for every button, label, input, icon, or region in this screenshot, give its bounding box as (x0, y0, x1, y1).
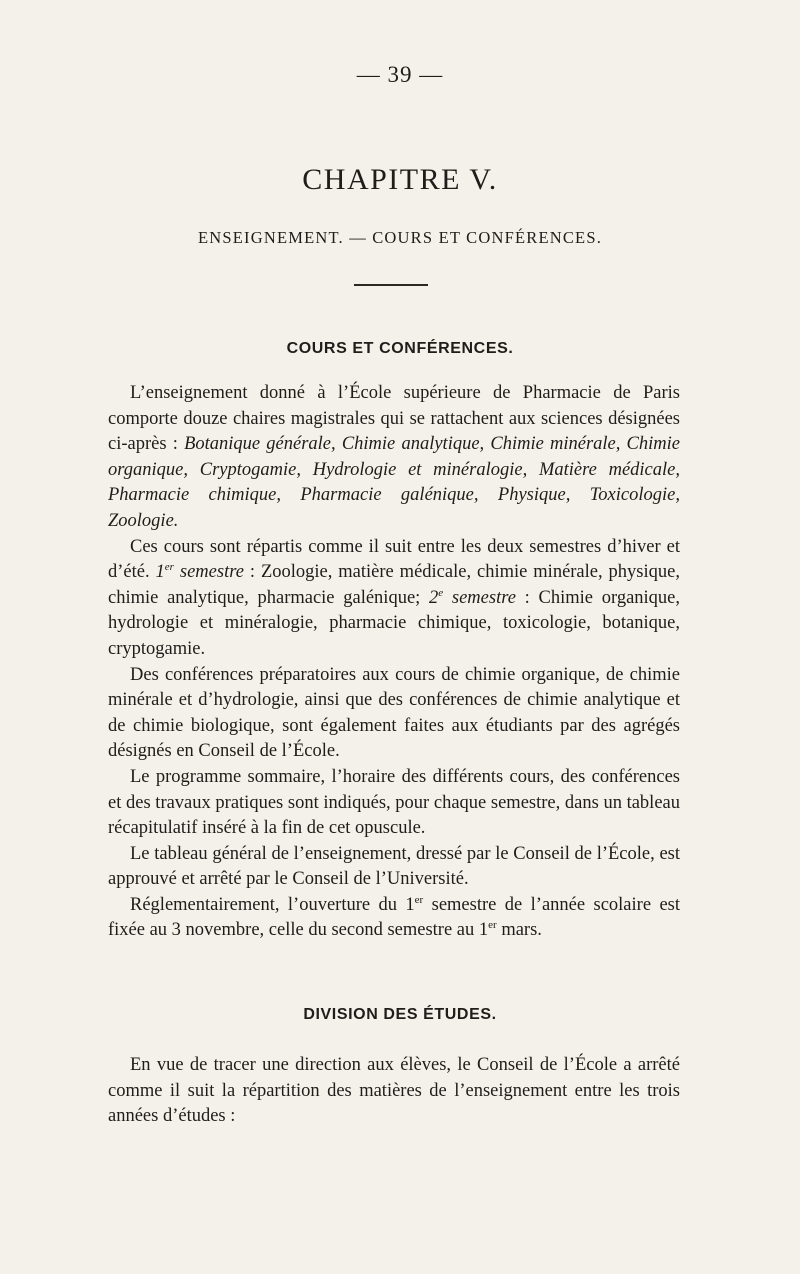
paragraph-conferences: Des conférences préparatoires aux cours de chimie organique, de chimie minérale et d’hydrologie, ainsi que des conférences de chimie analytique et de chimie biologique, sont également faites aux étudiants par des agrégés désignés en Conseil de l’École. (108, 664, 680, 762)
chapter-subtitle: ENSEIGNEMENT. — COURS ET CONFÉRENCES. (197, 228, 603, 247)
paragraph-programme: Le programme sommaire, l’horaire des différents cours, des conférences et des travaux pratiques sont indiqués, pour chaque semestre, dans un tableau récapitulatif inséré à la fin de cet opuscule. (108, 766, 680, 839)
chapter-title: CHAPITRE V. (302, 163, 498, 196)
section-divider (354, 284, 428, 286)
page-number: — 39 — (356, 62, 444, 87)
paragraph-text: : Zoologie, matière médicale, chimie minérale, physique, chimie analytique, pharmacie galénique; (108, 562, 680, 608)
section-body-division (108, 1053, 680, 1130)
paragraph-chaires (108, 381, 680, 535)
paragraph-reglement: Réglementairement, l’ouverture du 1er semestre de l’année scolaire est fixée au 3 novembre, celle du second semestre au 1er mars. (108, 893, 680, 941)
paragraph-tableau: Le tableau général de l’enseignement, dressé par le Conseil de l’École, est approuvé et arrêté par le Conseil de l’Université. (108, 843, 680, 890)
paragraph-text: L’enseignement donné à l’École supérieure de Pharmacie de Paris comporte douze chaires magistrales qui se rattachent aux sciences désignées ci-après : (108, 383, 680, 455)
semester-1-label: 1er semestre (155, 561, 244, 583)
subjects-list: Botanique générale, Chimie analytique, Chimie minérale, Chimie organique, Cryptogamie, Hydrologie et minéralogie, Matière médicale, Pharmacie chimique, Pharmacie galénique, Physique, Toxicologie, Zoologie. (108, 434, 680, 531)
section-heading-division: DIVISION DES ÉTUDES. (303, 1006, 497, 1023)
semester-2-label: 2e semestre (429, 586, 516, 608)
paragraph-text: Ces cours sont répartis comme il suit entre les deux semestres d’hiver et d’été. (108, 536, 680, 583)
paragraph-semestres (108, 535, 680, 663)
paragraph-text: : Chimie organique, hydrologie et minéralogie, pharmacie chimique, toxicologie, botanique, cryptogamie. (108, 587, 681, 659)
paragraph-direction: En vue de tracer une direction aux élèves, le Conseil de l’École a arrêté comme il suit la répartition des matières de l’enseignement entre les trois années d’études : (108, 1055, 680, 1127)
section-body-cours (108, 381, 680, 944)
section-heading-cours: COURS ET CONFÉRENCES. (286, 340, 514, 357)
